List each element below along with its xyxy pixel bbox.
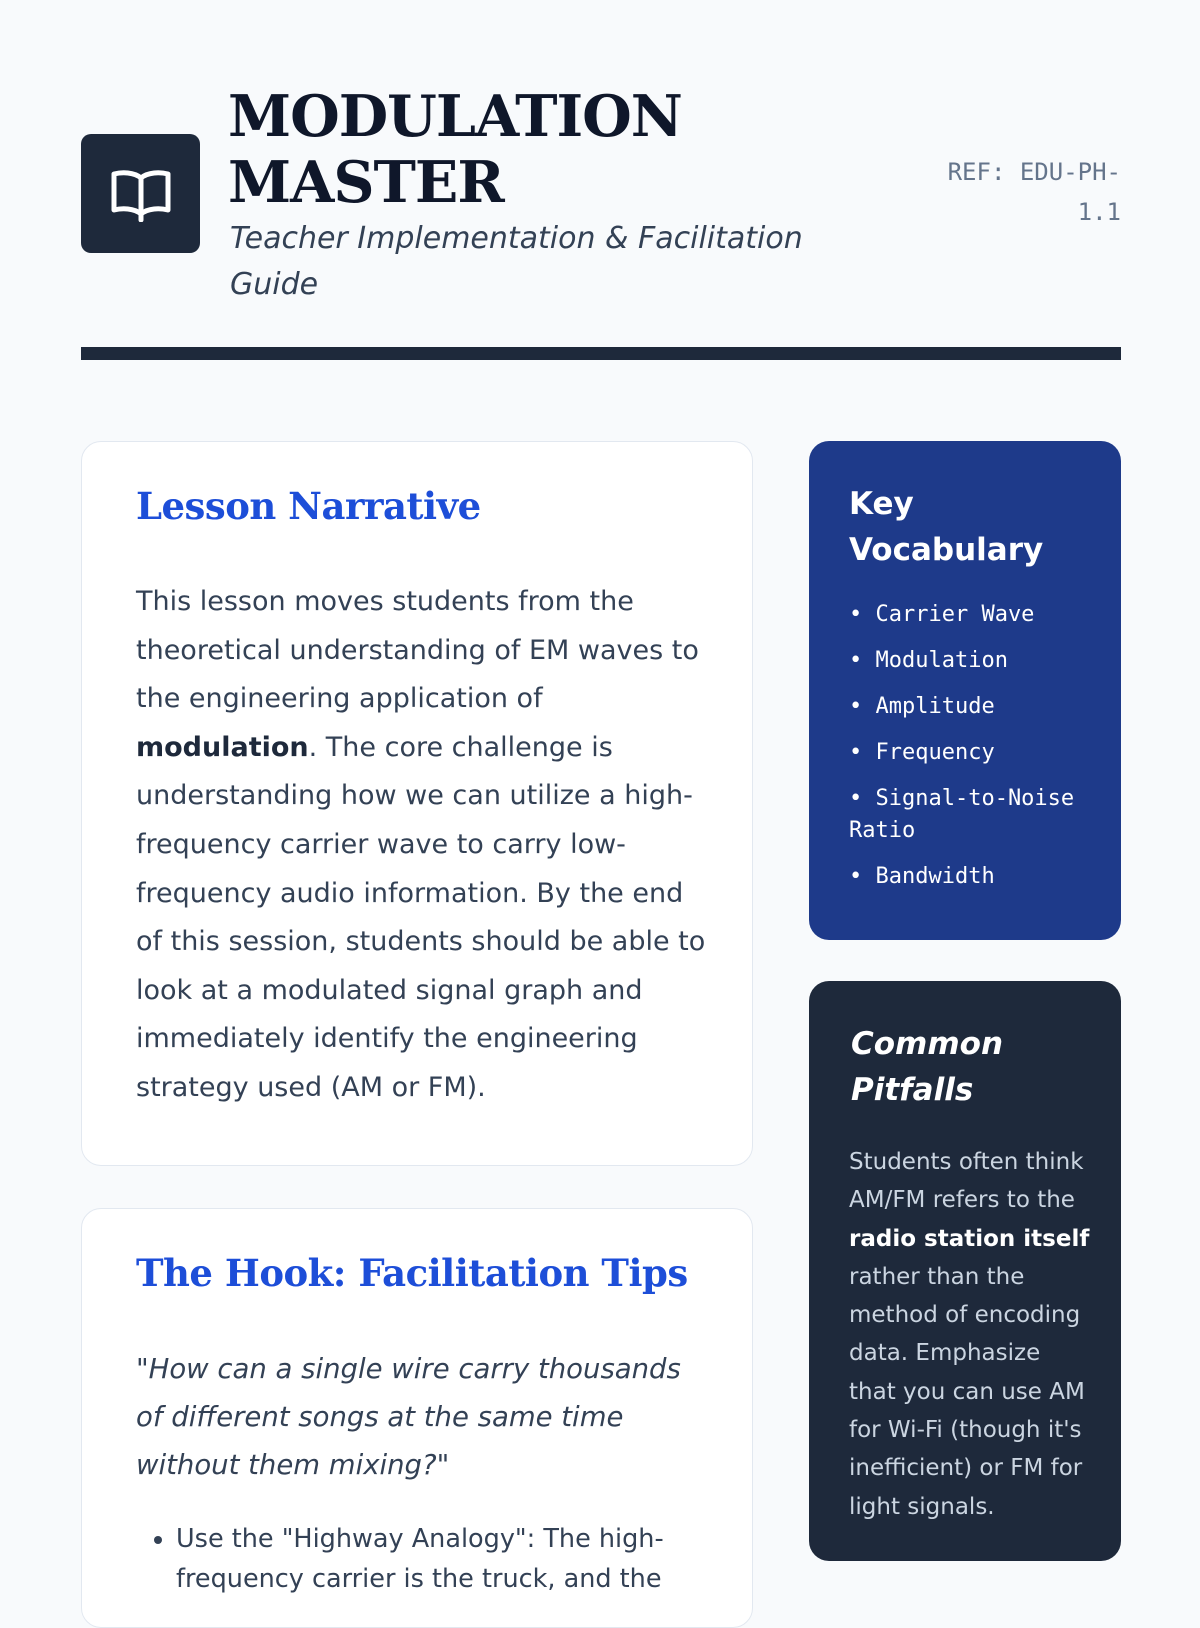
- open-book-icon: [110, 166, 172, 222]
- page-header: [81, 80, 1121, 310]
- pitfalls-text-end: rather than the method of encoding data. Emphasize that you can use AM for Wi-Fi (though it's inefficient) or FM for light signals.: [849, 1263, 1085, 1520]
- logo: [81, 134, 200, 253]
- title-line-1: MODULATION: [228, 83, 682, 150]
- list-item: • Amplitude: [849, 694, 995, 719]
- facilitation-tips-list: [136, 1519, 696, 1599]
- key-vocabulary-heading: Key Vocabulary: [849, 486, 1044, 568]
- ref-line-2: 1.1: [1077, 198, 1121, 226]
- common-pitfalls-text: [849, 1143, 1091, 1526]
- reference-code: [921, 152, 1121, 232]
- narrative-text-start: This lesson moves students from the theoretical understanding of EM waves to the engineering application of: [136, 586, 699, 715]
- page-title: [228, 84, 682, 216]
- lesson-narrative-heading: Lesson Narrative: [136, 484, 481, 528]
- ref-line-1: REF: EDU-PH-: [947, 158, 1121, 186]
- pitfalls-bold-term: radio station itself: [849, 1225, 1090, 1252]
- hook-heading: The Hook: Facilitation Tips: [136, 1251, 688, 1295]
- hook-card: [81, 1208, 753, 1628]
- vocabulary-list: [849, 599, 1099, 907]
- list-item: • Signal-to-Noise Ratio: [849, 786, 1075, 843]
- list-item: • Modulation: [849, 648, 1008, 673]
- pitfalls-text-start: Students often think AM/FM refers to the: [849, 1149, 1084, 1214]
- common-pitfalls-panel: [809, 981, 1121, 1561]
- list-item: • Use the "Highway Analogy": The high-frequency carrier is the truck, and the: [176, 1519, 696, 1599]
- list-item: • Frequency: [849, 740, 995, 765]
- list-item: • Bandwidth: [849, 864, 995, 889]
- header-divider: [81, 347, 1121, 360]
- list-item: • Carrier Wave: [849, 602, 1035, 627]
- key-vocabulary-panel: [809, 441, 1121, 940]
- narrative-bold-term: modulation: [136, 731, 309, 763]
- lesson-narrative-card: [81, 441, 753, 1166]
- common-pitfalls-heading: Common Pitfalls: [851, 1026, 1004, 1108]
- title-line-2: MASTER: [228, 149, 504, 216]
- hook-quote: "How can a single wire carry thousands of different songs at the same time without them mixing?": [136, 1353, 681, 1481]
- lesson-narrative-text: [136, 578, 716, 1113]
- narrative-text-end: . The core challenge is understanding how we can utilize a high-frequency carrier wave to carry low-frequency audio information. By the end of this session, students should be able to look at a modulated signal graph and immediately identify the engineering strategy used (AM or FM).: [136, 731, 706, 1103]
- page-subtitle: Teacher Implementation & Facilitation Guide: [230, 221, 803, 302]
